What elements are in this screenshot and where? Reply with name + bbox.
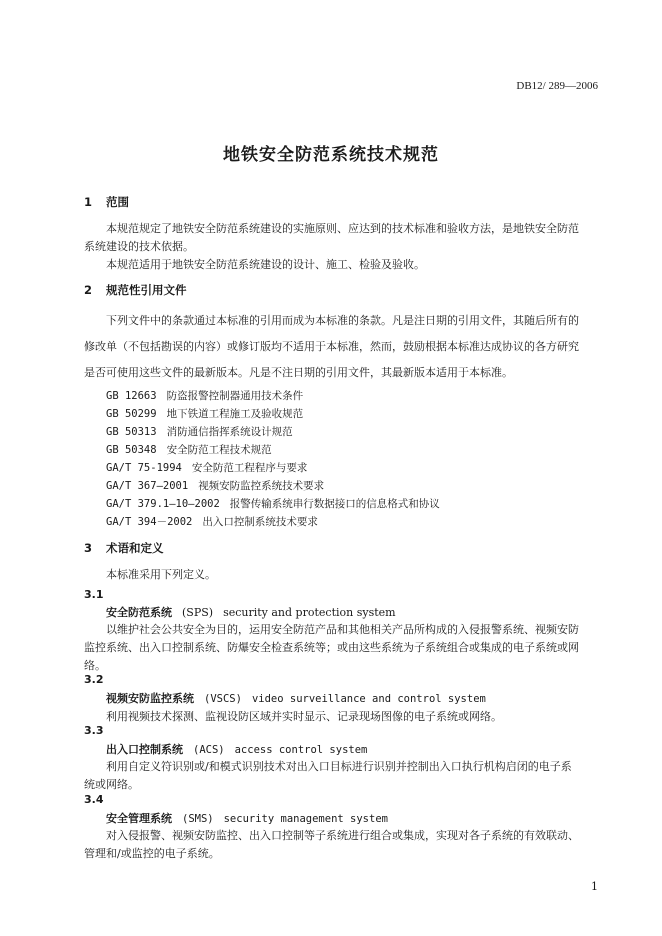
section-number: 1 [84,195,93,209]
reference-code: GA/T 367—2001 [106,480,189,492]
page-number: 1 [591,880,598,893]
paragraph-line: 是否可使用这些文件的最新版本。凡是不注日期的引用文件，其最新版本适用于本标准。 [84,366,513,379]
subsection-number: 3.2 [84,673,104,686]
definition-line: 对入侵报警、视频安防监控、出入口控制等子系统进行组合或集成，实现对各子系统的有效联动、 [106,829,579,842]
definition-line: 以维护社会公共安全为目的，运用安全防范产品和其他相关产品所构成的入侵报警系统、视频安防 [106,623,579,636]
term-abbreviation: (SMS) [182,813,214,825]
definition-line: 利用自定义符识别或/和模式识别技术对出入口目标进行识别并控制出入口执行机构启闭的电子系 [106,760,572,773]
reference-name: 出入口控制系统技术要求 [202,516,318,528]
term-abbreviation: (SPS) [182,606,214,619]
term-chinese: 安全管理系统 [106,812,172,825]
term-heading [106,810,388,826]
reference-item [106,424,293,439]
subsection-number: 3.4 [84,793,104,806]
reference-name: 消防通信指挥系统设计规范 [166,426,293,438]
term-abbreviation: (VSCS) [204,693,242,705]
definition-line: 利用视频技术探测、监视设防区域并实时显示、记录现场图像的电子系统或网络。 [106,710,502,723]
reference-name: 安全防范工程程序与要求 [191,462,308,474]
reference-code: GB 50348 [106,444,157,456]
definition-line: 管理和/或监控的电子系统。 [84,847,220,860]
section-2-heading [84,282,187,298]
reference-item [106,388,303,403]
subsection-number: 3.1 [84,588,104,601]
section-title: 规范性引用文件 [106,283,187,297]
paragraph-line: 本标准采用下列定义。 [106,568,216,581]
reference-item [106,460,307,475]
definition-line: 络。 [84,659,106,672]
section-number: 3 [84,541,93,555]
section-1-heading [84,194,129,210]
reference-name: 防盗报警控制器通用技术条件 [166,390,304,402]
reference-name: 报警传输系统串行数据接口的信息格式和协议 [229,498,440,510]
subsection-number: 3.3 [84,724,104,737]
paragraph-line: 本规范规定了地铁安全防范系统建设的实施原则、应达到的技术标准和验收方法，是地铁安全防范 [106,222,579,235]
term-abbreviation: (ACS) [193,744,225,756]
paragraph-line: 本规范适用于地铁安全防范系统建设的设计、施工、检验及验收。 [106,258,425,271]
reference-code: GA/T 379.1—10—2002 [106,498,220,510]
section-number: 2 [84,283,93,297]
reference-code: GA/T 75-1994 [106,462,182,474]
definition-line: 统或网络。 [84,778,139,791]
document-title: 地铁安全防范系统技术规范 [223,145,439,165]
term-heading [106,741,367,757]
reference-item [106,478,324,493]
reference-code: GB 50313 [106,426,157,438]
term-english: video surveillance and control system [251,693,486,705]
reference-name: 视频安防监控系统技术要求 [198,480,325,492]
term-heading [106,690,486,706]
section-3-heading [84,540,164,556]
term-chinese: 视频安防监控系统 [106,692,194,705]
reference-code: GB 12663 [106,390,157,402]
section-title: 术语和定义 [106,541,164,555]
standard-code: DB12/ 289—2006 [516,80,598,92]
reference-item [106,496,440,511]
term-chinese: 出入口控制系统 [106,743,183,756]
term-english: security management system [223,813,388,825]
term-heading [106,604,396,620]
paragraph-line: 修改单（不包括勘误的内容）或修订版均不适用于本标准，然而，鼓励根据本标准达成协议的各方研究 [84,340,579,353]
section-title: 范围 [106,195,129,209]
reference-code: GA/T 394－2002 [106,516,193,528]
reference-code: GB 50299 [106,408,157,420]
paragraph-line: 系统建设的技术依据。 [84,240,194,253]
reference-item [106,514,318,529]
term-chinese: 安全防范系统 [106,606,172,619]
paragraph-line: 下列文件中的条款通过本标准的引用而成为本标准的条款。凡是注日期的引用文件，其随后所有的 [106,314,579,327]
reference-item [106,406,303,421]
term-english: security and protection system [223,606,396,619]
term-english: access control system [234,744,368,756]
definition-line: 监控系统、出入口控制系统、防爆安全检查系统等；或由这些系统为子系统组合或集成的电子系统或网 [84,641,579,654]
reference-name: 安全防范工程技术规范 [166,444,272,456]
reference-item [106,442,272,457]
reference-name: 地下铁道工程施工及验收规范 [166,408,304,420]
